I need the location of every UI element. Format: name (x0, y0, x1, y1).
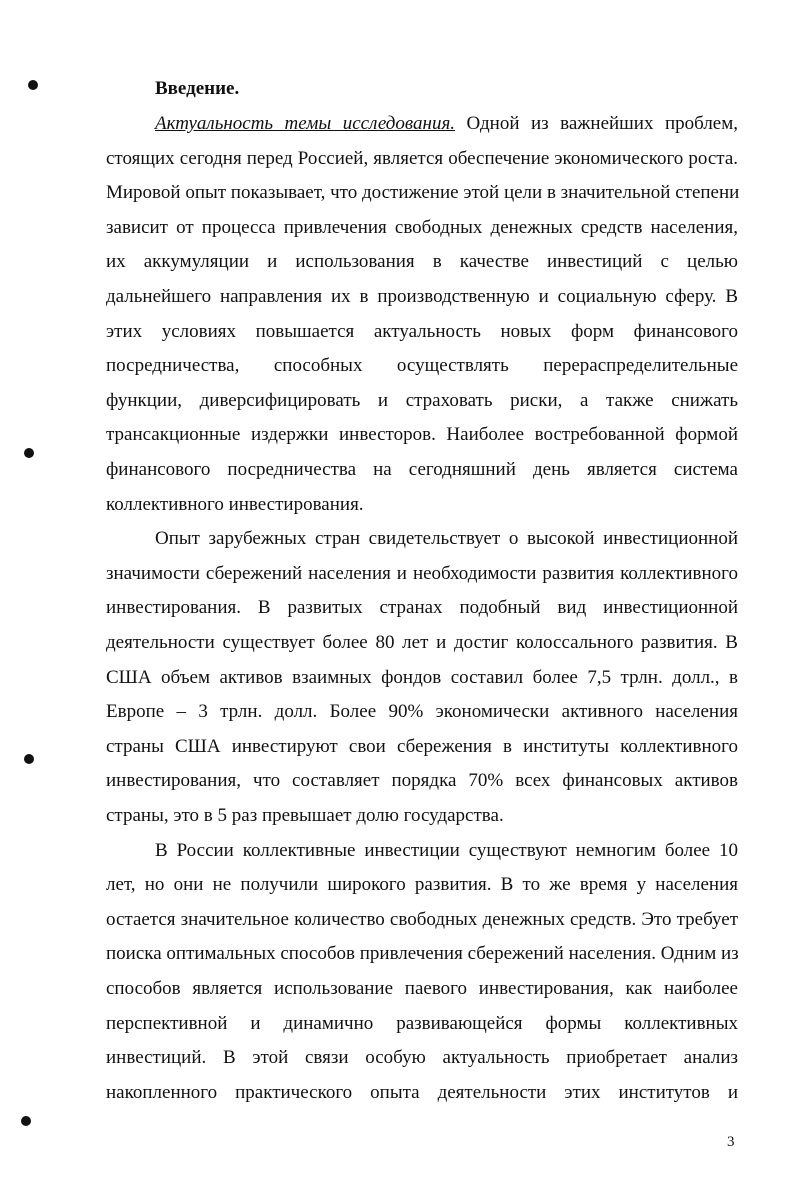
binding-hole-dot (21, 1116, 31, 1126)
binding-hole-dot (24, 448, 34, 458)
text-line: зависит от процесса привлечения свободных денежных средств населения, (106, 216, 738, 238)
text-line: инвестирования, что составляет порядка 70% всех финансовых активов (106, 770, 738, 792)
text-line: лет, но они не получили широкого развития. В то же время у населения (106, 874, 738, 896)
text-line: коллективного инвестирования. (106, 493, 364, 515)
text-line: инвестирования. В развитых странах подобный вид инвестиционной (106, 597, 738, 619)
text-line: инвестиций. В этой связи особую актуальность приобретает анализ (106, 1047, 738, 1069)
text-line: их аккумуляции и использования в качестве инвестиций с целью (106, 251, 738, 273)
text-line: этих условиях повышается актуальность новых форм финансового (106, 320, 738, 342)
text-line: Опыт зарубежных стран свидетельствует о высокой инвестиционной (155, 528, 738, 550)
text-line: накопленного практического опыта деятельности этих институтов и (106, 1081, 738, 1103)
text-line: Мировой опыт показывает, что достижение этой цели в значительной степени (106, 182, 740, 204)
text-line: В России коллективные инвестиции существуют немногим более 10 (155, 839, 738, 861)
text-line: финансового посредничества на сегодняшний день является система (106, 459, 738, 480)
text-line: Европе – 3 трлн. долл. Более 90% экономически активного населения (106, 701, 738, 723)
text-line: трансакционные издержки инвесторов. Наиболее востребованной формой (106, 424, 738, 446)
binding-hole-dot (24, 754, 34, 764)
topic-relevance-lead: Актуальность темы исследования. (155, 113, 456, 134)
text-line: перспективной и динамично развивающейся формы коллективных (106, 1012, 738, 1034)
page-number: 3 (727, 1134, 735, 1150)
text-line: остается значительное количество свободных денежных средств. Это требует (106, 908, 738, 930)
text-line: страны США инвестируют свои сбережения в институты коллективного (106, 735, 738, 757)
text-line: поиска оптимальных способов привлечения сбережений населения. Одним из (106, 943, 739, 965)
text-line: деятельности существует более 80 лет и достиг колоссального развития. В (106, 632, 738, 653)
text-line: страны, это в 5 раз превышает долю государства. (106, 805, 504, 826)
section-heading: Введение. (155, 78, 240, 99)
text-line: посредничества, способных осуществлять перераспределительные (106, 355, 738, 377)
text-line: США объем активов взаимных фондов составил более 7,5 трлн. долл., в (106, 666, 738, 688)
text-line: Актуальность темы исследования. Одной из важнейших проблем, (155, 113, 739, 134)
text-line: способов является использование паевого инвестирования, как наиболее (106, 978, 738, 999)
binding-hole-dot (28, 80, 38, 90)
text-line: дальнейшего направления их в производственную и социальную сферу. В (106, 286, 738, 307)
text-line: стоящих сегодня перед Россией, является обеспечение экономического роста. (106, 147, 738, 169)
text-line: значимости сбережений населения и необходимости развития коллективного (106, 562, 738, 584)
text-line: функции, диверсифицировать и страховать риски, а также снижать (106, 389, 738, 411)
